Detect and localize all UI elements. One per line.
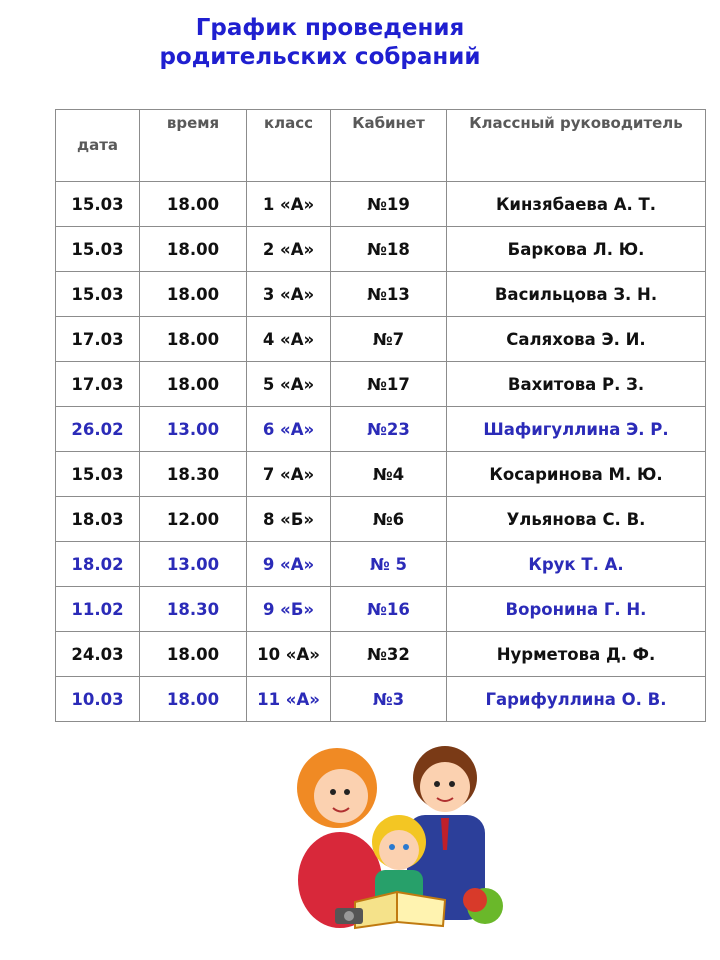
cell-room: №6 <box>331 497 447 542</box>
cell-class: 1 «А» <box>247 182 331 227</box>
cell-time: 18.30 <box>140 587 247 632</box>
cell-teacher: Гарифуллина О. В. <box>447 677 706 722</box>
table-row <box>56 227 706 272</box>
title-line-1: График проведения <box>195 15 465 41</box>
cell-time: 18.00 <box>140 182 247 227</box>
cell-teacher: Вахитова Р. З. <box>447 362 706 407</box>
cell-teacher: Баркова Л. Ю. <box>447 227 706 272</box>
header-time: время <box>140 110 247 182</box>
table-row <box>56 317 706 362</box>
cell-date: 15.03 <box>56 182 140 227</box>
page-title <box>0 14 720 72</box>
cell-room: №16 <box>331 587 447 632</box>
cell-class: 8 «Б» <box>247 497 331 542</box>
cell-teacher: Крук Т. А. <box>447 542 706 587</box>
header-teacher: Классный руководитель <box>447 110 706 182</box>
cell-time: 12.00 <box>140 497 247 542</box>
cell-time: 18.00 <box>140 317 247 362</box>
cell-room: №13 <box>331 272 447 317</box>
cell-date: 15.03 <box>56 227 140 272</box>
table-row <box>56 182 706 227</box>
cell-date: 15.03 <box>56 272 140 317</box>
table-row <box>56 587 706 632</box>
cell-date: 17.03 <box>56 362 140 407</box>
cell-teacher: Васильцова З. Н. <box>447 272 706 317</box>
cell-teacher: Ульянова С. В. <box>447 497 706 542</box>
cell-time: 18.00 <box>140 677 247 722</box>
cell-class: 11 «А» <box>247 677 331 722</box>
cell-teacher: Косаринова М. Ю. <box>447 452 706 497</box>
cell-class: 3 «А» <box>247 272 331 317</box>
cell-time: 18.00 <box>140 632 247 677</box>
cell-date: 17.03 <box>56 317 140 362</box>
meeting-schedule-table <box>55 109 706 722</box>
header-class: класс <box>247 110 331 182</box>
cell-teacher: Воронина Г. Н. <box>447 587 706 632</box>
cell-time: 13.00 <box>140 542 247 587</box>
cell-time: 18.00 <box>140 362 247 407</box>
table-row <box>56 497 706 542</box>
cell-room: №18 <box>331 227 447 272</box>
cell-room: №17 <box>331 362 447 407</box>
cell-date: 24.03 <box>56 632 140 677</box>
table-row <box>56 407 706 452</box>
cell-date: 18.03 <box>56 497 140 542</box>
cell-class: 7 «А» <box>247 452 331 497</box>
table-row <box>56 677 706 722</box>
cell-room: № 5 <box>331 542 447 587</box>
cell-class: 5 «А» <box>247 362 331 407</box>
cell-time: 18.00 <box>140 227 247 272</box>
cell-date: 11.02 <box>56 587 140 632</box>
cell-room: №23 <box>331 407 447 452</box>
cell-room: №4 <box>331 452 447 497</box>
cell-class: 6 «А» <box>247 407 331 452</box>
cell-teacher: Шафигуллина Э. Р. <box>447 407 706 452</box>
family-reading-book-icon <box>285 730 505 930</box>
cell-room: №3 <box>331 677 447 722</box>
table-row <box>56 272 706 317</box>
header-room: Кабинет <box>331 110 447 182</box>
cell-room: №7 <box>331 317 447 362</box>
cell-time: 13.00 <box>140 407 247 452</box>
cell-date: 26.02 <box>56 407 140 452</box>
table-row <box>56 362 706 407</box>
table-row <box>56 452 706 497</box>
cell-date: 10.03 <box>56 677 140 722</box>
cell-teacher: Саляхова Э. И. <box>447 317 706 362</box>
cell-teacher: Кинзябаева А. Т. <box>447 182 706 227</box>
title-line-2: родительских собраний <box>159 44 481 70</box>
table-row <box>56 542 706 587</box>
cell-room: №32 <box>331 632 447 677</box>
cell-room: №19 <box>331 182 447 227</box>
cell-date: 15.03 <box>56 452 140 497</box>
cell-class: 9 «А» <box>247 542 331 587</box>
cell-class: 10 «А» <box>247 632 331 677</box>
table-header-row <box>56 110 706 182</box>
table-row <box>56 632 706 677</box>
cell-class: 4 «А» <box>247 317 331 362</box>
header-date: дата <box>56 110 140 182</box>
cell-teacher: Нурметова Д. Ф. <box>447 632 706 677</box>
cell-class: 9 «Б» <box>247 587 331 632</box>
cell-date: 18.02 <box>56 542 140 587</box>
cell-time: 18.30 <box>140 452 247 497</box>
cell-class: 2 «А» <box>247 227 331 272</box>
table-body <box>56 182 706 722</box>
cell-time: 18.00 <box>140 272 247 317</box>
